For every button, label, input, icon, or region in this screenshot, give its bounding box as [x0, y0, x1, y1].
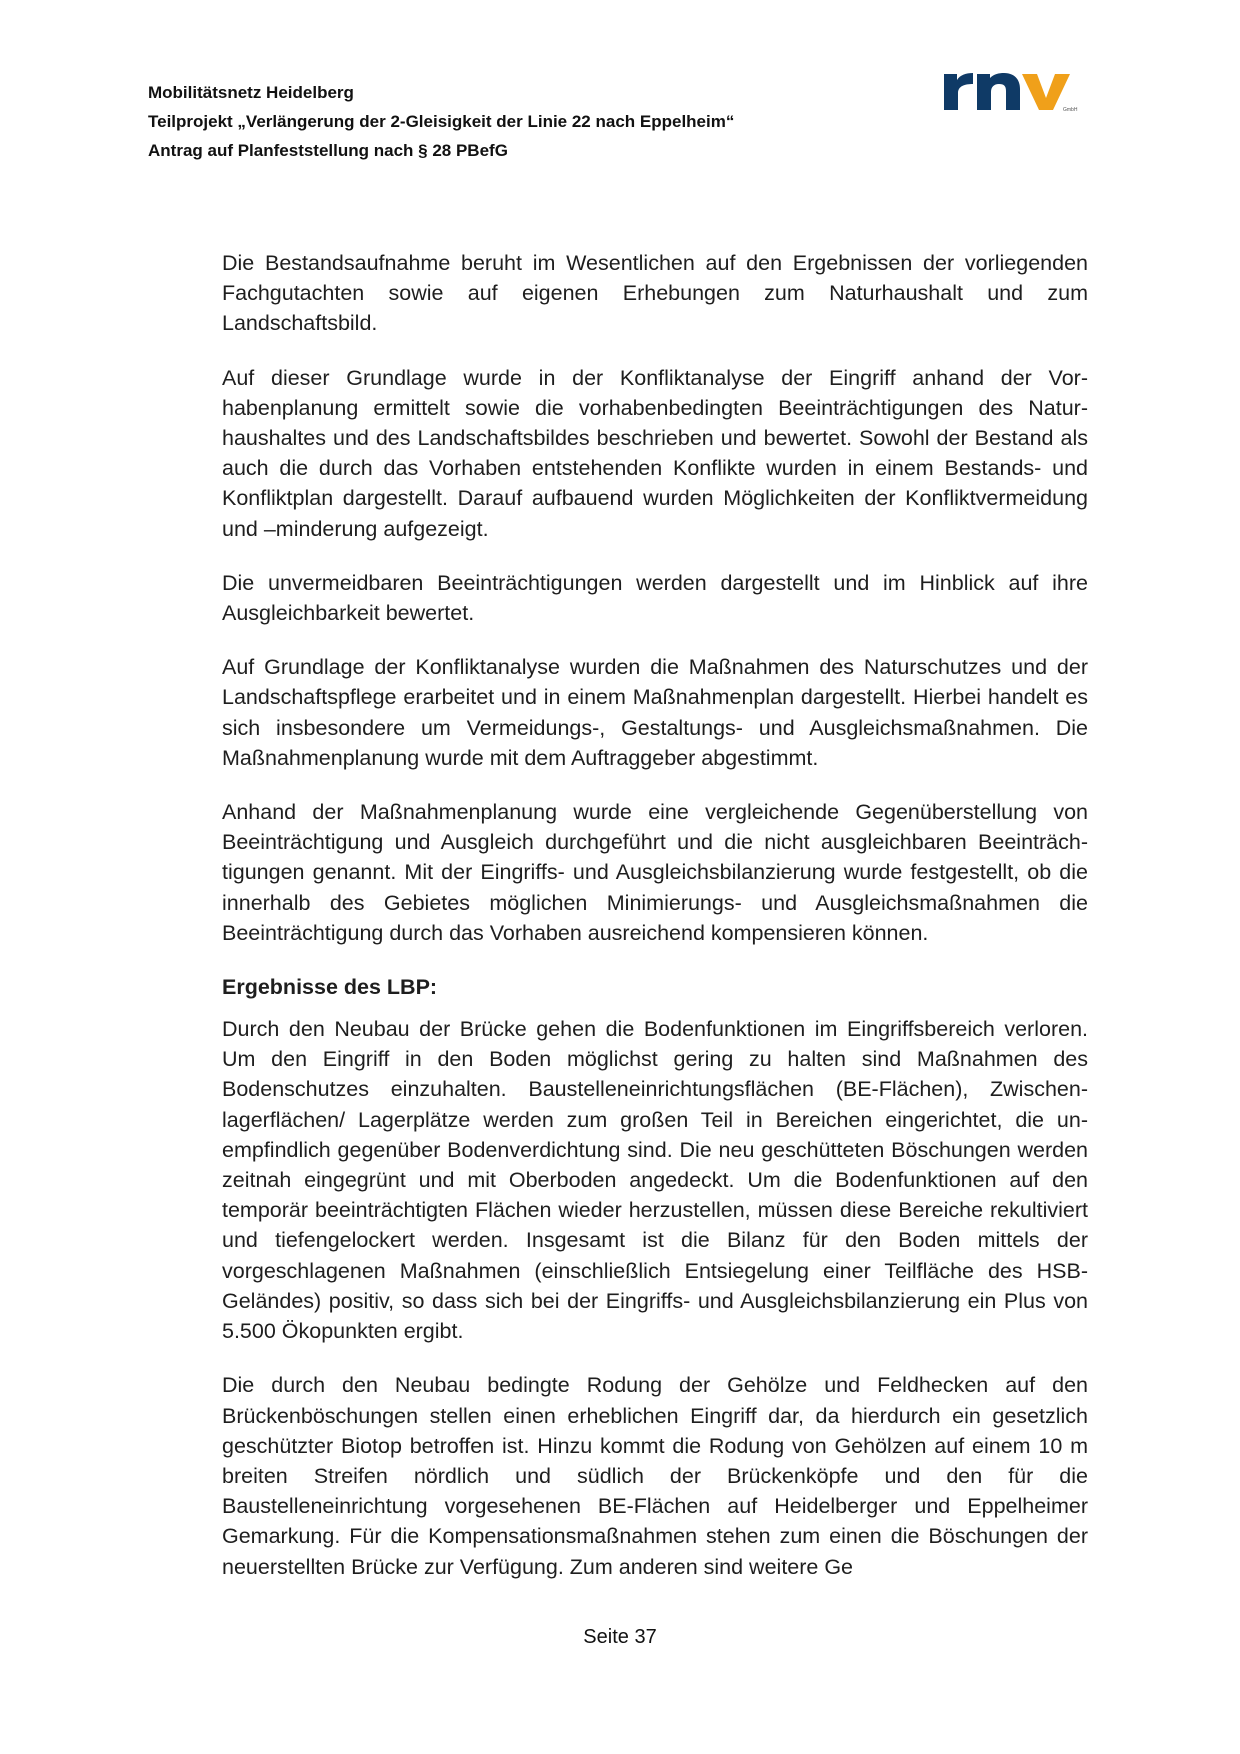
rnv-logo	[940, 60, 1090, 116]
paragraph: Die durch den Neubau bedingte Rodung der Gehölze und Feldhecken auf den Brückenböschungen stellen einen erheblichen Eingriff dar, da hierdurch ein gesetzlich geschützter Biotop betroffen ist. Hinzu kommt die Rodung von Gehölzen auf einem 10 m breiten Streifen nördlich und südlich der Brückenköpfe und den für die Baustelleneinrichtung vorgesehenen BE-Flächen auf Heidelberger und Eppelheimer Gemarkung. Für die Kompensationsmaßnahmen stehen zum einen die Böschungen der neuerstellten Brücke zur Verfügung. Zum anderen sind weitere Ge	[222, 1373, 1088, 1579]
paragraph: Auf dieser Grundlage wurde in der Konfliktanalyse der Eingriff anhand der Vorhabenplanung ermittelt sowie die vorhabenbedingten Beeinträchtigungen des Naturhaushaltes und des Landschaftsbildes beschrieben und bewertet. Sowohl der Bestand als auch die durch das Vorhaben entstehenden Konflikte wurden in einem Bestands- und Konfliktplan dargestellt. Darauf aufbauend wurden Möglichkeiten der Konfliktvermeidung und –minderung aufgezeigt.	[222, 365, 1088, 541]
paragraph: Auf Grundlage der Konfliktanalyse wurden die Maßnahmen des Naturschutzes und der Landschaftspflege erarbeitet und in einem Maßnahmenplan dargestellt. Hierbei handelt es sich insbesondere um Vermeidungs-, Gestaltungs- und Ausgleichsmaßnahmen. Die Maßnahmenplanung wurde mit dem Auftraggeber abgestimmt.	[222, 655, 1088, 770]
paragraph: Anhand der Maßnahmenplanung wurde eine vergleichende Gegenüberstellung von Beeinträchtigung und Ausgleich durchgeführt und die nicht ausgleichbaren Beeinträchtigungen genannt. Mit der Eingriffs- und Ausgleichsbilanzierung wurde festgestellt, ob die innerhalb des Gebietes möglichen Minimierungs- und Ausgleichsmaßnahmen die Beeinträchtigung durch das Vorhaben ausreichend kompensieren können.	[222, 800, 1088, 945]
paragraph: Die Bestandsaufnahme beruht im Wesentlichen auf den Ergebnissen der vorliegenden Fachgutachten sowie auf eigenen Erhebungen zum Naturhaushalt und zum Landschaftsbild.	[222, 251, 1088, 336]
header-application: Antrag auf Planfeststellung nach § 28 PBefG	[148, 141, 508, 160]
paragraph: Die unvermeidbaren Beeinträchtigungen werden dargestellt und im Hinblick auf ihre Ausgleichbarkeit bewertet.	[222, 570, 1088, 626]
document-header	[148, 78, 908, 165]
rnv-logo-icon	[940, 60, 1090, 116]
paragraph: Durch den Neubau der Brücke gehen die Bodenfunktionen im Eingriffsbereich verloren. Um den Eingriff in den Boden möglichst gering zu halten sind Maßnahmen des Bodenschutzes einzuhalten. Baustelleneinrichtungsflächen (BE-Flächen), Zwischenlagerflächen/ Lagerplätze werden zum großen Teil in Bereichen eingerichtet, die unempfindlich gegenüber Bodenverdichtung sind. Die neu geschütteten Böschungen werden zeitnah eingegrünt und mit Oberboden angedeckt. Um die Bodenfunktionen auf den temporär beeinträchtigten Flächen wieder herzustellen, müssen diese Bereiche rekultiviert und tiefengelockert werden. Insgesamt ist die Bilanz für den Boden mittels der vorgeschlagenen Maßnahmen (einschließlich Entsiegelung einer Teilfläche des HSB-Geländes) positiv, so dass sich bei der Eingriffs- und Ausgleichsbilanzierung ein Plus von 5.500 Ökopunkten ergibt.	[222, 1017, 1088, 1344]
page-number: Seite 37	[583, 1626, 657, 1648]
header-subproject: Teilprojekt „Verlängerung der 2-Gleisigkeit der Linie 22 nach Eppelheim“	[148, 112, 735, 131]
section-heading: Ergebnisse des LBP:	[222, 975, 438, 1000]
document-body	[222, 248, 1088, 1606]
logo-suffix: GmbH	[1063, 107, 1078, 113]
header-project-name: Mobilitätsnetz Heidelberg	[148, 83, 354, 102]
